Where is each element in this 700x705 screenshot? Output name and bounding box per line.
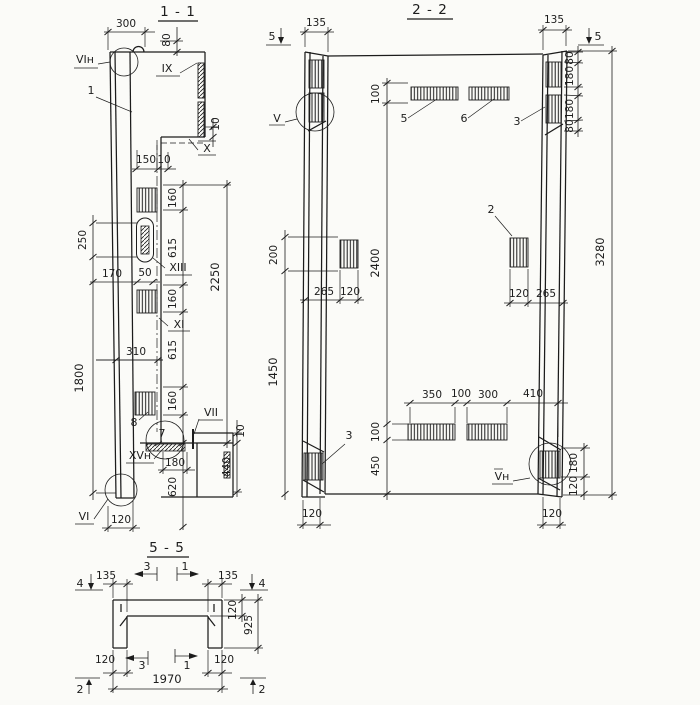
pos-label-7: 7 xyxy=(158,427,166,440)
section-5-5-ticks xyxy=(110,581,262,692)
dim-100-mid: 100 xyxy=(450,388,472,400)
dim-180-bottom-right: 180 xyxy=(568,452,580,474)
pos-label-6: 6 xyxy=(460,112,468,125)
dim-120-left: 120 xyxy=(339,286,361,298)
dim-265-left: 265 xyxy=(313,286,335,298)
pos-label-3-left: 3 xyxy=(345,429,353,442)
detail-label-vin: VIн xyxy=(76,53,94,66)
section-2-2-embeds xyxy=(304,60,561,480)
dim-925: 925 xyxy=(243,614,255,636)
edge-plate xyxy=(198,102,204,137)
embed-bar xyxy=(408,424,455,440)
dim-300: 300 xyxy=(115,18,137,30)
section-2-2-view xyxy=(266,2,617,529)
detail-label-vn: Vн xyxy=(494,470,510,483)
section-5-5-outline xyxy=(113,600,222,648)
detail-label-x: X xyxy=(203,142,211,155)
dim-50: 50 xyxy=(138,267,152,279)
dim-135-right: 135 xyxy=(543,14,565,26)
cut-marker-2-left: 2 xyxy=(76,683,84,696)
dim-120-bottom-left: 120 xyxy=(301,508,323,520)
dim-1800: 1800 xyxy=(72,363,86,393)
embed-plate-2 xyxy=(510,238,528,267)
detail-label-v: V xyxy=(273,112,281,125)
dim-160-c: 160 xyxy=(167,390,179,412)
dim-120-bottom-member: 120 xyxy=(541,508,563,520)
embed-plate xyxy=(546,95,561,123)
dim-135-left: 135 xyxy=(305,17,327,29)
embed-plate-2 xyxy=(340,240,358,268)
embed-bar-6 xyxy=(469,87,509,100)
dim-135-right: 135 xyxy=(217,570,239,582)
dim-1450: 1450 xyxy=(266,357,280,387)
dim-620: 620 xyxy=(167,476,179,498)
cut-marker-5-left: 5 xyxy=(268,30,276,43)
cut-marker-4-right: 4 xyxy=(258,577,266,590)
pos-label-8: 8 xyxy=(130,416,138,429)
dim-265-right: 265 xyxy=(535,288,557,300)
section-1-1-view xyxy=(72,4,247,532)
embed-plate xyxy=(135,392,155,415)
cut-marker-4-left: 4 xyxy=(76,577,84,590)
dim-410: 410 xyxy=(522,388,544,400)
section-1-1-title: 1 - 1 xyxy=(160,4,196,20)
detail-label-xi: XI xyxy=(173,318,185,331)
section-5-5-title: 5 - 5 xyxy=(149,540,185,556)
detail-label-vii: VII xyxy=(203,406,219,419)
edge-plate xyxy=(198,63,204,98)
dim-80: 80 xyxy=(161,33,173,47)
cut-marker-1-top: 1 xyxy=(181,560,189,573)
dim-450: 450 xyxy=(370,455,382,477)
dim-10: 10 xyxy=(157,154,171,166)
detail-label-xvn: XVн xyxy=(128,449,152,462)
pos-label-1: 1 xyxy=(87,84,95,97)
section-2-2-cut-markers xyxy=(266,28,604,45)
dim-440: 440 xyxy=(221,456,233,478)
pos-label-2: 2 xyxy=(487,203,495,216)
detail-label-vi: VI xyxy=(78,510,90,523)
dim-2400: 2400 xyxy=(368,248,382,278)
embed-plate xyxy=(137,188,157,212)
dim-10-step: 10 xyxy=(210,117,222,131)
dim-160-a: 160 xyxy=(167,187,179,209)
dim-310: 310 xyxy=(125,346,147,358)
dim-160-b: 160 xyxy=(167,288,179,310)
embed-bar-5 xyxy=(411,87,458,100)
dim-120-thickness: 120 xyxy=(227,599,239,621)
dim-80-top2: 80 xyxy=(564,119,576,133)
cut-marker-2-right: 2 xyxy=(258,683,266,696)
embed-plate xyxy=(309,60,324,88)
dim-350: 350 xyxy=(421,389,443,401)
dim-180-top: 180 xyxy=(564,65,576,87)
dim-180-top2: 180 xyxy=(564,98,576,120)
section-5-5-view xyxy=(75,540,268,696)
dim-180: 180 xyxy=(164,457,186,469)
pos-label-3-right: 3 xyxy=(513,115,521,128)
section-5-5-extension-lines xyxy=(113,579,263,693)
dim-10-plate: 10 xyxy=(235,424,247,438)
dim-2250: 2250 xyxy=(208,262,222,292)
dim-3280: 3280 xyxy=(593,237,607,267)
embed-bar xyxy=(467,424,507,440)
dim-100-bottom: 100 xyxy=(370,421,382,443)
embed-plate xyxy=(309,93,324,122)
dim-100-top: 100 xyxy=(370,83,382,105)
dim-120: 120 xyxy=(110,514,132,526)
dim-615-b: 615 xyxy=(167,339,179,361)
cut-marker-3-top: 3 xyxy=(143,560,151,573)
cut-marker-1-bottom: 1 xyxy=(183,659,191,672)
dim-615-a: 615 xyxy=(167,237,179,259)
embed-plate xyxy=(540,451,560,478)
dim-200: 200 xyxy=(268,244,280,266)
dim-120-bottom-right-chain: 120 xyxy=(568,475,580,497)
embed-plate xyxy=(304,453,323,480)
dim-80-top: 80 xyxy=(564,51,576,65)
embed-plate xyxy=(137,290,157,313)
dim-170: 170 xyxy=(101,268,123,280)
embed-plate xyxy=(546,62,561,87)
detail-label-xiii: XIII xyxy=(169,261,187,274)
dim-300: 300 xyxy=(477,389,499,401)
section-2-2-title: 2 - 2 xyxy=(412,2,448,18)
cut-marker-5-right: 5 xyxy=(594,30,602,43)
dim-150: 150 xyxy=(135,154,157,166)
dim-120-bottom-right: 120 xyxy=(213,654,235,666)
pos-label-5: 5 xyxy=(400,112,408,125)
cut-marker-3-bottom: 3 xyxy=(138,659,146,672)
dim-1970: 1970 xyxy=(152,672,182,686)
detail-label-ix: IX xyxy=(161,62,173,75)
oval-anchor xyxy=(141,226,149,254)
dim-135-left: 135 xyxy=(95,570,117,582)
dim-120-bottom-left: 120 xyxy=(94,654,116,666)
dim-120-right: 120 xyxy=(508,288,530,300)
slab-plate xyxy=(146,444,185,451)
dim-250: 250 xyxy=(77,229,89,251)
